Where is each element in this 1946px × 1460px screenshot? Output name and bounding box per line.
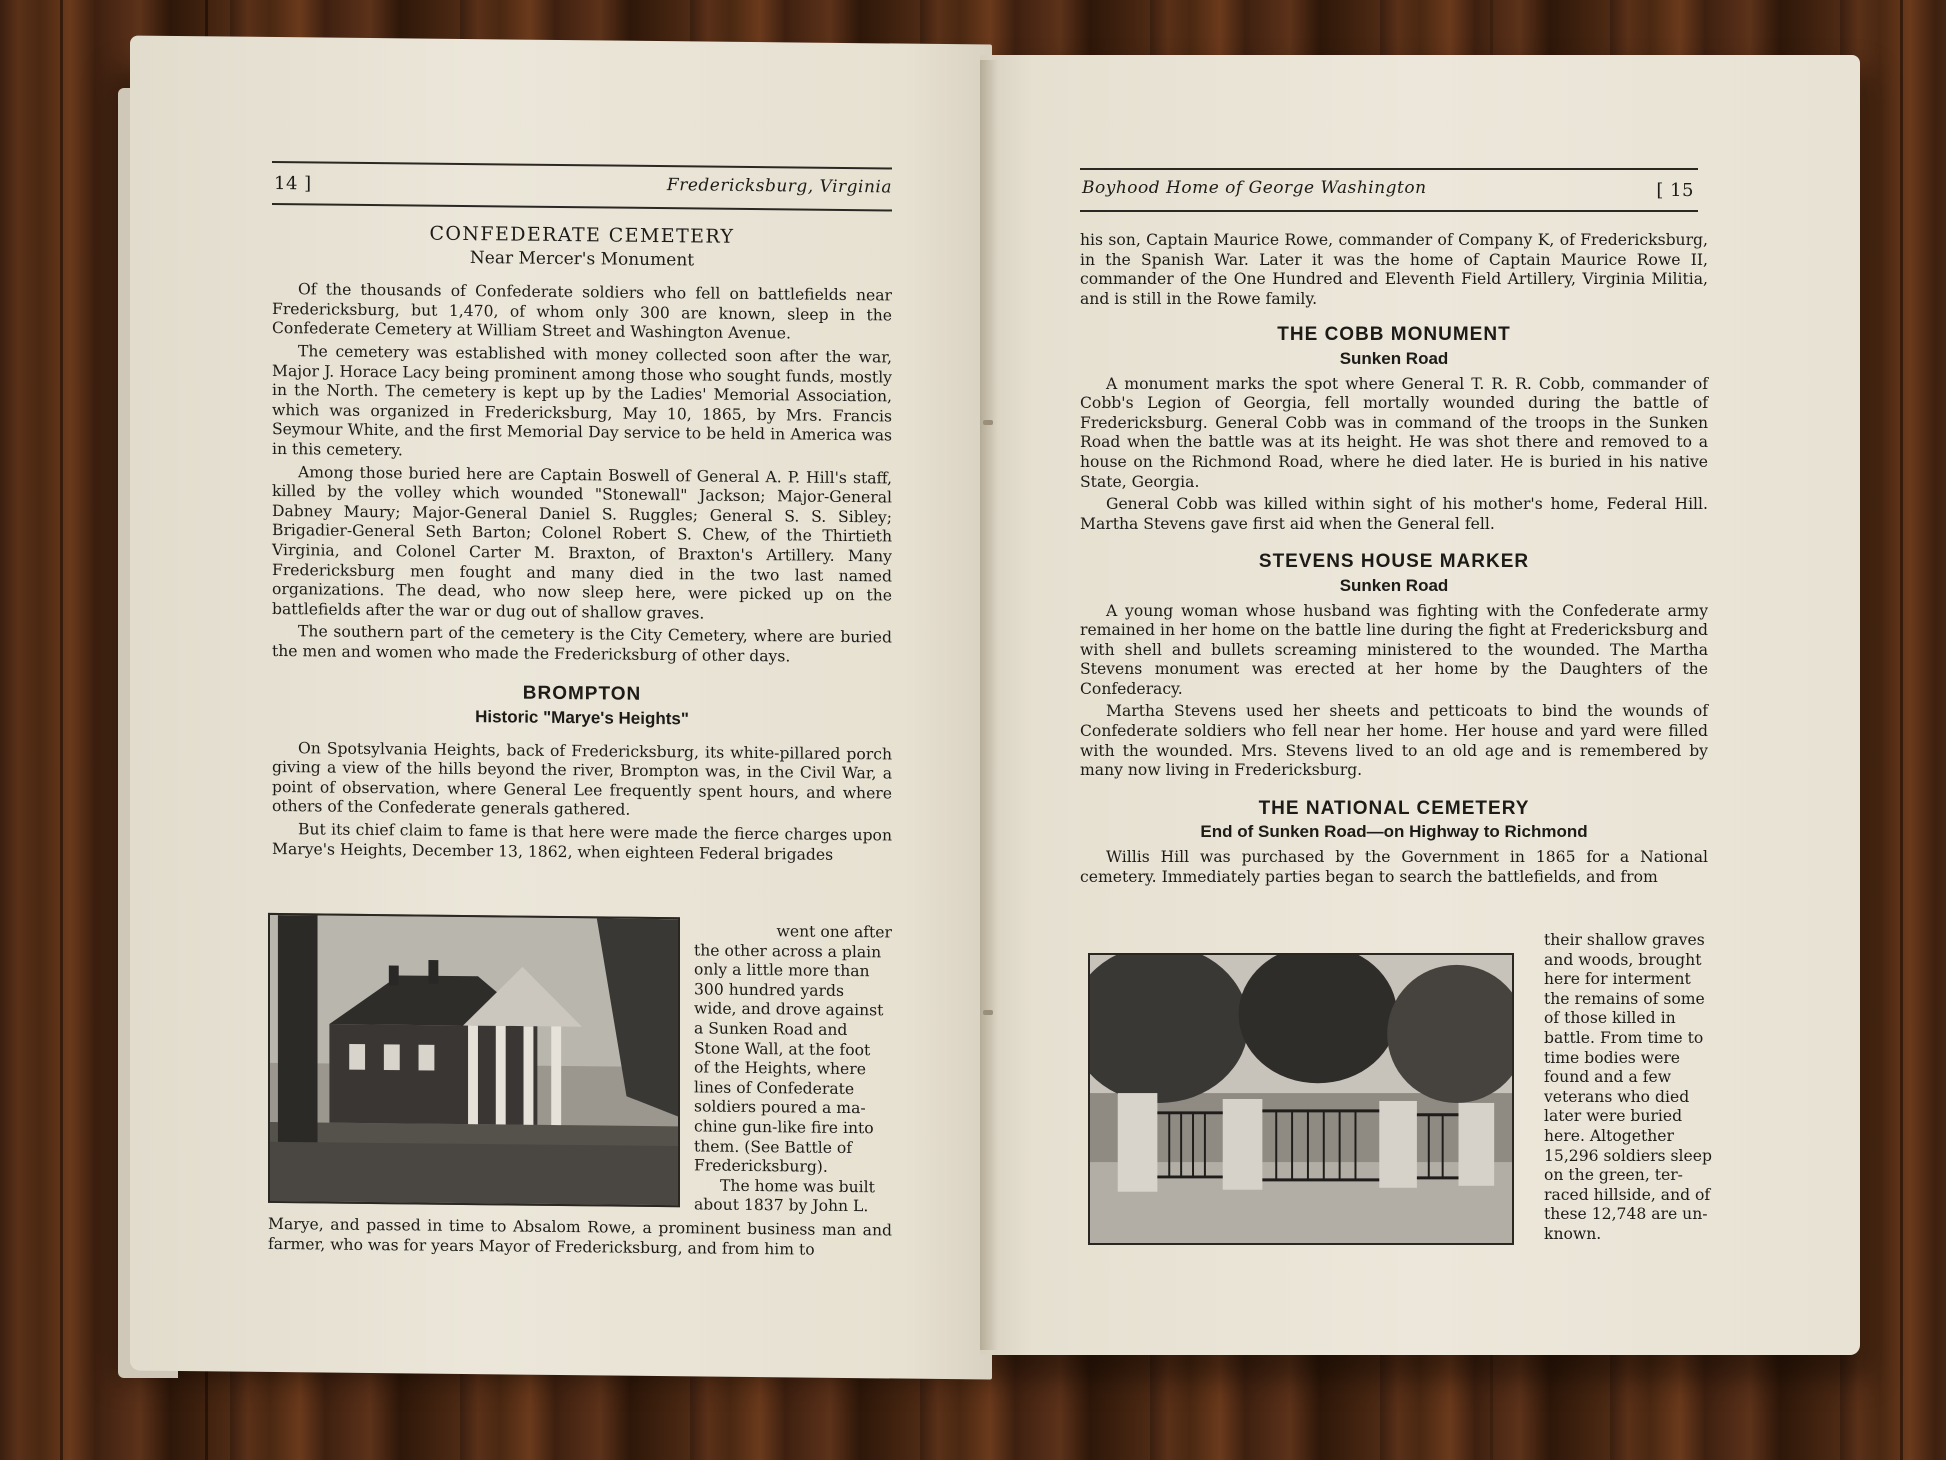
text-line: wide, and drove against <box>694 999 884 1020</box>
paragraph: A monument marks the spot where General T. R. R. Cobb, commander of Cobb's Legion of Georgia, fell mortally wounded during the battle of Fredericksburg. General Cobb was in command of the troops in the Sunken Road when the battle was at its height. He was shot there and removed to a house on the Richmond Road, where he died later. He is buried in his native State, Georgia. <box>1080 374 1708 491</box>
paragraph: Of the thousands of Confederate soldiers who fell on battlefields near Fredericksburg, but 1,470, of whom only 300 are known, sleep in the Confederate Cemetery at William Street and Washington Avenue. <box>272 280 892 343</box>
staple <box>983 1010 993 1015</box>
section-subheading: Sunken Road <box>1339 575 1449 595</box>
text-line: a Sunken Road and <box>694 1019 848 1039</box>
right-running-title: Boyhood Home of George Washington <box>1082 178 1427 198</box>
paragraph: Among those buried here are Captain Boswell of General A. P. Hill's staff, killed by the volley which wounded "Stonewall" Jackson; Major-General Dabney Maury; Major-General Daniel S. Ruggles; General S. S. Sibley; Brigadier-General Seth Barton; Colonel Robert S. Chew, of the Thirtieth Virginia, and Colonel Carter M. Braxton, of Braxton's Artillery. Many Fredericksburg men fought and many died in the two last named organizations. The dead, who now sleep here, were picked up on the battlefields after the war or dug out of shallow graves. <box>272 462 892 623</box>
text-line: went one after <box>776 922 892 942</box>
text-line: here for interment <box>1544 970 1691 989</box>
text-line: only a little more than <box>694 960 870 981</box>
text-line: here. Altogether <box>1544 1126 1674 1145</box>
section-heading: STEVENS HOUSE MARKER <box>1258 551 1530 573</box>
cemetery-gate-illustration <box>1090 955 1512 1243</box>
text-line: the other across a plain <box>694 940 882 961</box>
paragraph: But its chief claim to fame is that here were made the fierce charges upon Marye's Heights, December 13, 1862, when eighteen Federal brigades <box>272 820 892 864</box>
section-heading: THE NATIONAL CEMETERY <box>1258 797 1530 819</box>
brompton-wrap-text <box>694 921 892 1217</box>
text-line: lines of Confederate <box>694 1078 855 1098</box>
section-subheading: End of Sunken Road—on Highway to Richmond <box>1200 822 1588 842</box>
text-line: The home was built <box>720 1176 875 1197</box>
text-line: found and a few <box>1544 1068 1672 1087</box>
brompton-photo <box>268 913 680 1207</box>
staple <box>983 420 993 425</box>
national-cemetery-photo <box>1088 953 1514 1245</box>
text-line: chine gun-like fire into <box>694 1117 874 1138</box>
text-line: later were buried <box>1544 1107 1683 1126</box>
section-subheading: Near Mercer's Monument <box>469 247 695 270</box>
text-line: the remains of some <box>1544 989 1705 1008</box>
wood-grain <box>60 0 63 1460</box>
text-line: time bodies were <box>1544 1048 1681 1067</box>
paragraph: Willis Hill was purchased by the Government in 1865 for a National cemetery. Immediately parties began to search the battlefields, and from <box>1080 848 1708 886</box>
left-running-title: Fredericksburg, Virginia <box>666 175 892 198</box>
text-line: of the Heights, where <box>694 1058 866 1079</box>
left-text-column <box>272 217 892 869</box>
wood-grain <box>1900 0 1903 1460</box>
text-line: these 12,748 are un- <box>1544 1205 1708 1224</box>
text-line: about 1837 by John L. <box>694 1195 869 1216</box>
text-line: of those killed in <box>1544 1009 1676 1028</box>
left-page-number: 14 ] <box>274 172 312 195</box>
section-subheading: Historic "Marye's Heights" <box>475 707 689 729</box>
right-page-number: [ 15 <box>1656 180 1694 201</box>
text-line: on the green, ter- <box>1544 1166 1683 1185</box>
text-line: battle. From time to <box>1544 1028 1704 1047</box>
book-gutter <box>980 60 998 1350</box>
text-line: and woods, brought <box>1544 950 1702 969</box>
brompton-closing <box>268 1215 892 1264</box>
paragraph: his son, Captain Maurice Rowe, commander of Company K, of Fredericksburg, in the Spanish War. Later it was the home of Captain Maurice Rowe II, commander of the One Hundred and Eleventh Field Artillery, Virginia Militia, and is still in the Rowe family. <box>1080 231 1708 308</box>
left-running-head <box>272 161 892 211</box>
text-line: 15,296 soldiers sleep <box>1544 1146 1712 1165</box>
paragraph: A young woman whose husband was fighting with the Confederate army remained in her home on the battle line during the fight at Fredericksburg and with shell and bullets screaming ministered to the wounded. The Martha Stevens monument was erected at her home by the Daughters of the Confederacy. <box>1080 601 1708 698</box>
right-page <box>980 55 1860 1355</box>
text-line: veterans who died <box>1544 1087 1690 1106</box>
text-line: soldiers poured a ma- <box>694 1097 866 1118</box>
text-line: 300 hundred yards <box>694 980 844 1000</box>
text-line: raced hillside, and of <box>1544 1185 1711 1204</box>
section-heading: THE COBB MONUMENT <box>1277 324 1511 346</box>
text-line: Fredericksburg). <box>694 1156 828 1176</box>
right-text-column <box>1080 231 1708 890</box>
national-cemetery-wrap-text <box>1544 931 1718 1245</box>
section-subheading: Sunken Road <box>1339 348 1449 368</box>
section-heading: CONFEDERATE CEMETERY <box>429 222 735 248</box>
paragraph: The cemetery was established with money collected soon after the war, Major J. Horace Lacy being prominent among those who sought funds, mostly in the North. The cemetery is kept up by the Ladies' Memorial Association, which was organized in Fredericksburg, May 10, 1865, by Mrs. Francis Seymour White, and the first Memorial Day service to be held in America was in this cemetery. <box>272 342 892 460</box>
text-line: known. <box>1544 1224 1602 1243</box>
right-running-head <box>1080 168 1698 212</box>
paragraph: On Spotsylvania Heights, back of Fredericksburg, its white-pillared porch giving a view of the hills beyond the river, Brompton was, in the Civil War, a point of observation, where General Lee frequently spent hours, and where others of the Confederate generals gathered. <box>272 738 892 820</box>
paragraph: The southern part of the cemetery is the City Cemetery, where are buried the men and women who made the Fredericksburg of other days. <box>272 622 892 666</box>
paragraph: General Cobb was killed within sight of his mother's home, Federal Hill. Martha Stevens gave first aid when the General fell. <box>1080 495 1708 533</box>
section-heading: BROMPTON <box>522 683 642 706</box>
left-page <box>130 35 992 1379</box>
house-photo-illustration <box>270 915 678 1205</box>
text-line: their shallow graves <box>1544 931 1705 949</box>
text-line: Stone Wall, at the foot <box>694 1038 871 1059</box>
text-line: them. (See Battle of <box>694 1136 853 1157</box>
paragraph: Marye, and passed in time to Absalom Rowe, a prominent business man and farmer, who was for years Mayor of Fredericksburg, and from him to <box>268 1214 892 1259</box>
paragraph: Martha Stevens used her sheets and petticoats to bind the wounds of Confederate soldiers who fell near her home. Her house and yard were filled with the wounded. Mrs. Stevens lived to an old age and is remembered by many now living in Fredericksburg. <box>1080 702 1708 780</box>
